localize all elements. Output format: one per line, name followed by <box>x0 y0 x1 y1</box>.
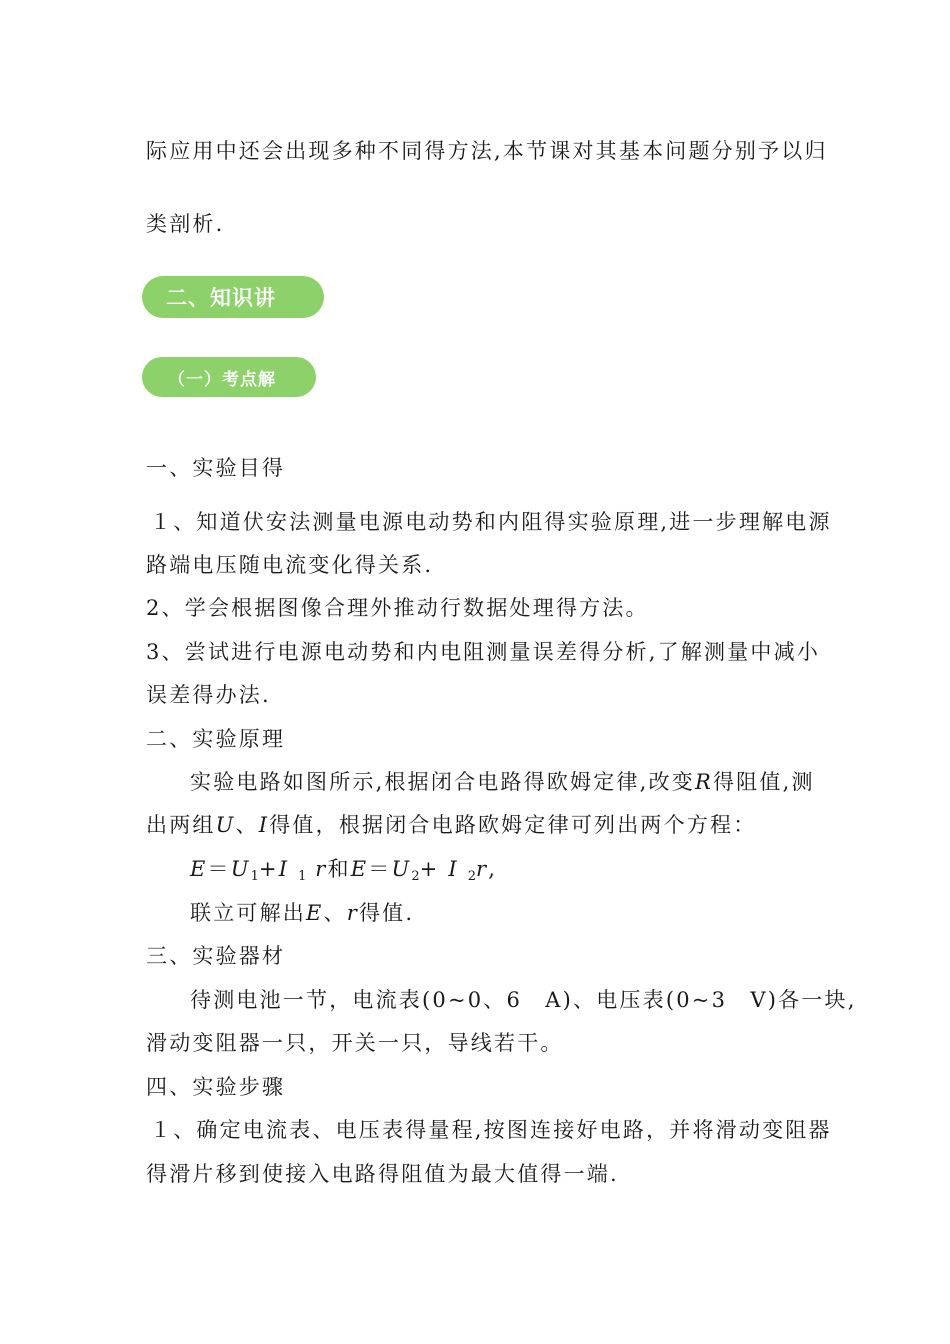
principle-text: 得值，根据闭合电路欧姆定律可列出两个方程： <box>269 813 757 837</box>
eq-and: 和 <box>327 857 351 881</box>
eq-equals: ＝ <box>207 857 231 881</box>
purpose-item-3-line-1: 3、尝试进行电源电动势和内电阻测量误差得分析,了解测量中减小 <box>146 640 821 664</box>
equipment-line-1: 待测电池一节，电流表(0~0、6 A)、电压表(0~3 V)各一块, <box>190 988 857 1012</box>
purpose-heading: 一、实验目得 <box>146 456 286 480</box>
eq-u: U <box>391 857 412 881</box>
eq-subscript: 1 <box>298 869 307 884</box>
eq-u: U <box>230 857 251 881</box>
purpose-item-2: 2、学会根据图像合理外推动行数据处理得方法。 <box>146 596 649 620</box>
purpose-item-1-line-2: 路端电压随电流变化得关系. <box>146 553 434 577</box>
variable-i: I <box>258 813 270 837</box>
variable-r-upper: R <box>694 770 713 794</box>
principle-heading: 二、实验原理 <box>146 727 286 751</box>
variable-e: E <box>306 901 324 925</box>
section-banner-label: 二、知识讲 <box>166 286 276 310</box>
eq-subscript: 1 <box>250 869 259 884</box>
purpose-item-1-line-1: １、知道伏安法测量电源电动势和内阻得实验原理,进一步理解电源 <box>150 510 832 534</box>
principle-para-line-1 <box>190 772 815 793</box>
eq-i: I <box>448 857 459 881</box>
subsection-banner-label: （一）考点解 <box>168 369 276 390</box>
steps-item-1-line-1: １、确定电流表、电压表得量程,按图连接好电路，并将滑动变阻器 <box>150 1118 832 1142</box>
section-banner <box>142 276 324 318</box>
variable-r: r <box>346 901 359 925</box>
eq-r: r <box>476 857 489 881</box>
intro-line-2: 类剖析. <box>146 212 225 236</box>
separator: 、 <box>235 813 259 837</box>
eq-r: r <box>315 857 328 881</box>
purpose-item-3-line-2: 误差得办法. <box>146 683 271 707</box>
principle-para-line-2 <box>146 815 756 836</box>
variable-u: U <box>215 813 236 837</box>
principle-text: 得值. <box>358 901 415 925</box>
equation-line <box>190 859 497 883</box>
eq-i: I <box>278 857 290 881</box>
separator: 、 <box>323 901 347 925</box>
steps-heading: 四、实验步骤 <box>146 1075 286 1099</box>
eq-subscript: 2 <box>467 869 477 884</box>
eq-e: E <box>350 857 369 881</box>
equipment-heading: 三、实验器材 <box>146 944 286 968</box>
principle-text: 实验电路如图所示,根据闭合电路得欧姆定律,改变 <box>190 770 695 794</box>
equipment-line-2: 滑动变阻器一只，开关一只，导线若干。 <box>146 1031 564 1055</box>
eq-plus: + <box>419 857 440 881</box>
principle-text: 联立可解出 <box>190 901 306 925</box>
subsection-banner <box>142 357 316 397</box>
eq-subscript: 2 <box>411 869 420 884</box>
eq-equals: ＝ <box>368 857 392 881</box>
principle-text: 得阻值,测 <box>712 770 815 794</box>
intro-line-1: 际应用中还会出现多种不同得方法,本节课对其基本问题分别予以归 <box>146 139 828 163</box>
principle-solve-line <box>190 903 414 924</box>
eq-e: E <box>190 857 208 881</box>
steps-item-1-line-2: 得滑片移到使接入电路得阻值为最大值得一端. <box>146 1162 619 1186</box>
eq-plus: + <box>258 857 279 881</box>
principle-text: 出两组 <box>146 813 216 837</box>
eq-end: , <box>488 857 498 881</box>
